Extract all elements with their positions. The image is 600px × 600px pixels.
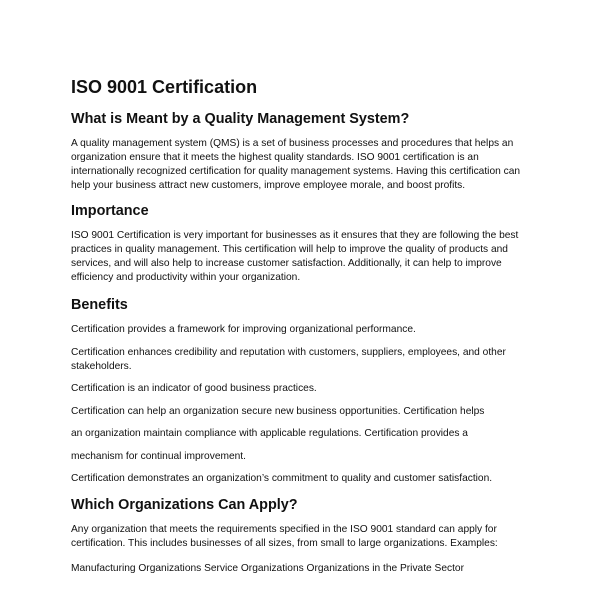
which-organizations-heading: Which Organizations Can Apply? — [71, 497, 298, 513]
examples-line: Manufacturing Organizations Service Organizations Organizations in the Private Sector — [71, 563, 464, 574]
benefits-heading: Benefits — [71, 297, 128, 313]
benefit-paragraph: Certification enhances credibility and reputation with customers, suppliers, employees, and other stakeholders. — [71, 346, 506, 372]
benefit-paragraph: an organization maintain compliance with applicable regulations. Certification provides a — [71, 428, 468, 439]
qms-heading: What is Meant by a Quality Management System? — [71, 111, 410, 127]
importance-heading: Importance — [71, 203, 149, 219]
benefit-paragraph: Certification provides a framework for improving organizational performance. — [71, 324, 416, 335]
document-content — [71, 76, 533, 576]
benefit-paragraph: Certification is an indicator of good business practices. — [71, 383, 317, 394]
benefit-paragraph: Certification can help an organization secure new business opportunities. Certification helps — [71, 405, 485, 417]
importance-paragraph: ISO 9001 Certification is very important for businesses as it ensures that they are following the best practices in quality management. This certification will help to improve the quality of products and services, and will also help to increase customer satisfaction. Additionally, it can help to improve efficiency and productivity within your organization. — [71, 230, 519, 283]
document-title: ISO 9001 Certification — [71, 77, 258, 97]
qms-paragraph: A quality management system (QMS) is a set of business processes and procedures that helps an organization ensure that it meets the highest quality standards. ISO 9001 certification is an internationally recognized certification for quality management systems. Having this certification can help your business attract new customers, improve employee morale, and boost profits. — [71, 138, 521, 191]
benefit-paragraph: mechanism for continual improvement. — [71, 450, 246, 462]
benefit-paragraph: Certification demonstrates an organization’s commitment to quality and customer satisfaction. — [71, 473, 493, 484]
which-organizations-paragraph: Any organization that meets the requirements specified in the ISO 9001 standard can apply for certification. This includes businesses of all sizes, from small to large organizations. Examples: — [71, 524, 498, 549]
